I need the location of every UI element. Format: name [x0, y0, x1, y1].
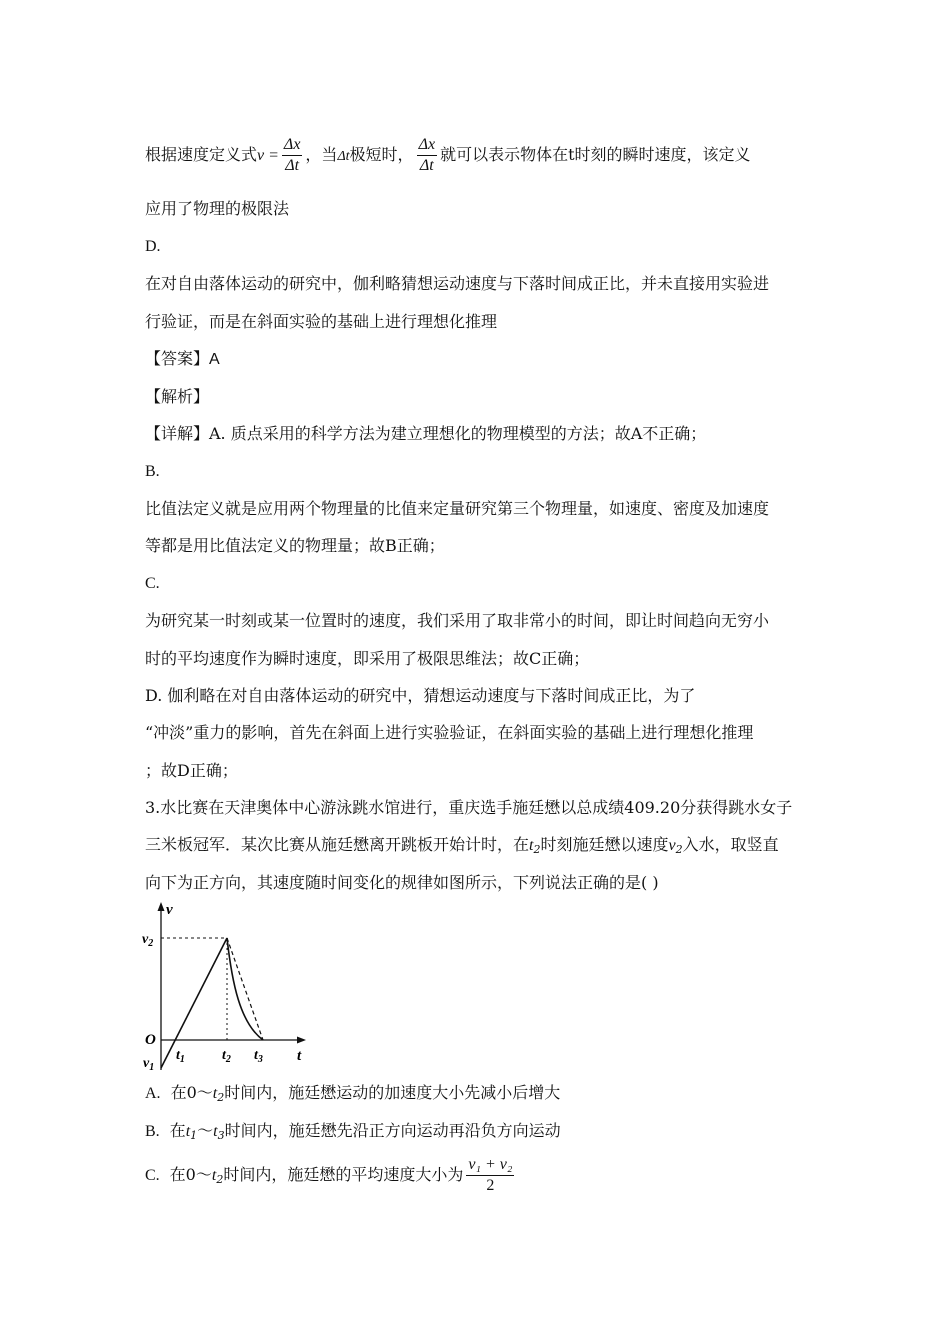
y-axis-label: v	[166, 902, 173, 918]
delta-x-over-delta-t-fraction	[282, 135, 303, 176]
option-a-t: t	[212, 1085, 218, 1102]
option-a-pre: 在0～	[170, 1083, 213, 1102]
v-axis-arrow	[158, 902, 165, 911]
linear-velocity-line	[161, 938, 227, 1068]
option-c-text: 时间内，施廷懋的平均速度大小为	[223, 1165, 464, 1184]
t1-subscript: 1	[179, 1054, 185, 1065]
c-line-1: 为研究某一时刻或某一位置时的速度，我们采用了取非常小的时间，即让时间趋向无穷小	[145, 611, 770, 630]
q3-v-subscript: 2	[675, 843, 683, 856]
option-b-tilde: ～	[197, 1121, 214, 1140]
option-d-line-1: 在对自由落体运动的研究中，伽利略猜想运动速度与下落时间成正比，并未直接用实验进	[145, 274, 770, 293]
b-header: B.	[145, 463, 160, 480]
t1-label	[176, 1048, 185, 1065]
b-line-1: 比值法定义就是应用两个物理量的比值来定量研究第三个物理量，如速度、密度及加速度	[145, 499, 770, 518]
d-line-2: “冲淡”重力的影响，首先在斜面上进行实验验证，在斜面实验的基础上进行理想化推理	[145, 723, 754, 742]
option-b-pre: 在	[169, 1121, 186, 1140]
option-d-header: D.	[145, 238, 161, 255]
d-line-3: ；故D正确；	[145, 761, 238, 780]
option-c-pre: 在0～	[169, 1165, 212, 1184]
average-velocity-numerator: v₁ + v₂	[466, 1155, 514, 1176]
option-b-t1: t	[185, 1123, 191, 1140]
b-line-2: 等都是用比值法定义的物理量；故B正确；	[145, 536, 445, 555]
q3-text-a: 三米板冠军．某次比赛从施廷懋离开跳板开始计时，在	[145, 835, 530, 854]
fraction-numerator: Δx	[282, 135, 303, 156]
option-d-line-2: 行验证，而是在斜面实验的基础上进行理想化推理	[145, 312, 498, 331]
delta-t-symbol: Δt	[337, 149, 350, 164]
fraction-denominator-2: Δt	[419, 157, 434, 174]
option-b-t3: t	[213, 1123, 218, 1140]
option-c-t-subscript: 2	[216, 1173, 224, 1186]
answer-label: 【答案】	[145, 349, 210, 368]
v2-symbol: v	[142, 932, 149, 947]
v1-subscript: 1	[149, 1062, 155, 1073]
q3-text-b: 时刻施廷懋以速度	[540, 835, 669, 854]
average-velocity-denominator: 2	[486, 1177, 495, 1194]
q3-v-symbol: v	[668, 837, 676, 854]
analysis-label: 【解析】	[145, 387, 210, 406]
answer-line	[145, 348, 220, 371]
c-header: C.	[145, 575, 160, 592]
t3-label	[254, 1048, 263, 1065]
straight-deceleration-dashed-line	[227, 938, 263, 1040]
definition-text-mid-b: 极短时，	[349, 145, 414, 164]
option-c-t: t	[211, 1167, 217, 1184]
limit-method-line: 应用了物理的极限法	[145, 199, 290, 218]
fraction-denominator: Δt	[285, 157, 300, 174]
option-b-letter: B.	[145, 1123, 160, 1140]
definition-text-mid-a: ，当	[305, 145, 338, 164]
t3-symbol: t	[254, 1048, 258, 1063]
option-b-t3-subscript: 3	[217, 1129, 225, 1142]
t-axis-arrow	[297, 1037, 306, 1044]
c-line-2: 时的平均速度作为瞬时速度，即采用了极限思维法；故C正确；	[145, 649, 590, 668]
option-b-t1-subscript: 1	[190, 1129, 198, 1142]
question-3-line-2	[145, 834, 779, 861]
q3-t-subscript: 2	[533, 843, 541, 856]
average-velocity-fraction	[466, 1155, 514, 1196]
option-a-text: 时间内，施廷懋运动的加速度大小先减小后增大	[224, 1083, 561, 1102]
t2-subscript: 2	[225, 1054, 231, 1065]
velocity-equation-lhs: v =	[257, 147, 279, 164]
d-line-1: D. 伽利略在对自由落体运动的研究中，猜想运动速度与下落时间成正比，为了	[145, 686, 696, 705]
t2-symbol: t	[222, 1048, 226, 1063]
v2-subscript: 2	[148, 938, 154, 949]
option-a	[145, 1082, 560, 1109]
option-b-text: 时间内，施廷懋先沿正方向运动再沿负方向运动	[224, 1121, 561, 1140]
q3-text-c: 入水，取竖直	[682, 835, 779, 854]
option-c	[145, 1152, 517, 1203]
t2-label	[222, 1048, 231, 1065]
delta-x-over-delta-t-fraction-2	[417, 135, 438, 176]
question-3-line-3: 向下为正方向，其速度随时间变化的规律如图所示，下列说法正确的是( )	[145, 873, 659, 892]
origin-label: O	[145, 1032, 156, 1048]
question-3-line-1: 3.水比赛在天津奥体中心游泳跳水馆进行，重庆选手施廷懋以总成绩409.20分获得跳水女子	[145, 798, 793, 817]
detail-line: 【详解】A. 质点采用的科学方法为建立理想化的物理模型的方法；故A不正确；	[145, 424, 707, 443]
fraction-numerator-2: Δx	[417, 135, 438, 156]
x-axis-label: t	[297, 1048, 302, 1064]
q3-t-symbol: t	[529, 837, 534, 854]
t1-symbol: t	[176, 1048, 180, 1063]
option-b	[145, 1120, 561, 1147]
v1-symbol: v	[143, 1056, 150, 1071]
velocity-time-graph	[140, 898, 315, 1073]
t3-subscript: 3	[257, 1054, 263, 1065]
v1-label	[143, 1056, 154, 1073]
answer-value: A	[209, 351, 220, 368]
definition-text-post: 就可以表示物体在t时刻的瞬时速度，该定义	[440, 145, 751, 164]
option-a-t-subscript: 2	[217, 1091, 225, 1104]
definition-line	[145, 133, 751, 179]
option-c-letter: C.	[145, 1167, 160, 1184]
definition-text-pre: 根据速度定义式	[145, 145, 258, 164]
option-a-letter: A.	[145, 1085, 161, 1102]
v2-label	[142, 932, 153, 949]
